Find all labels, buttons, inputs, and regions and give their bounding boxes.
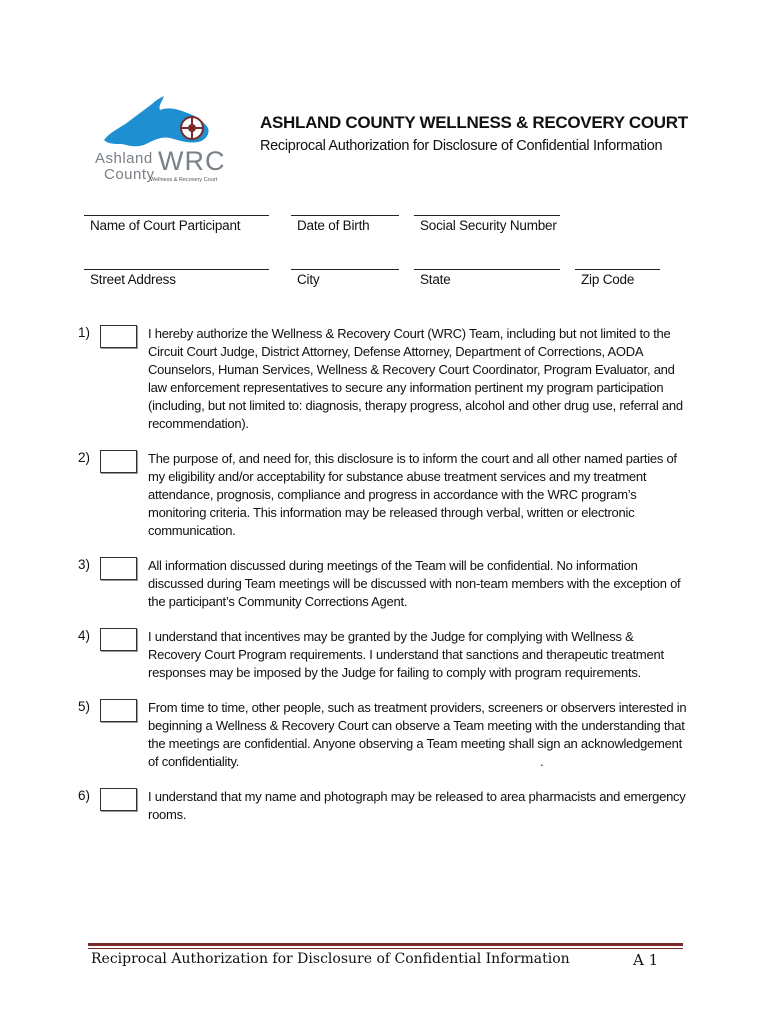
logo-wrc-text: WRC — [158, 146, 226, 176]
city-label: City — [297, 272, 320, 287]
item-trailing-mark: . — [540, 754, 544, 769]
item-text: The purpose of, and need for, this disclosure is to inform the court and all other named parties of my eligibility and/or acceptability for substance abuse treatment services and my treatment attendance, prognosis, compliance and progress in accordance with the WRC program’s monitoring criteria. This information may be released through verbal, written or electronic communication. — [148, 451, 677, 538]
footer-rule-thick — [88, 943, 683, 946]
zip-code-label: Zip Code — [581, 272, 635, 287]
page-subtitle: Reciprocal Authorization for Disclosure of Confidential Information — [260, 138, 663, 154]
initial-box-2[interactable] — [100, 450, 137, 473]
street-address-field[interactable] — [84, 269, 269, 287]
initial-box-4[interactable] — [100, 628, 137, 651]
street-address-label: Street Address — [90, 272, 176, 287]
item-text: I hereby authorize the Wellness & Recovery Court (WRC) Team, including but not limited to the Circuit Court Judge, District Attorney, Defense Attorney, Department of Corrections, AODA Counselors, Human Services, Wellness & Recovery Court Coordinator, Program Evaluator, and law enforcement representatives to secure any information pertinent my program participation (including, but not limited to: diagnosis, therapy progress, alcohol and other drug use, referral and recommendation). — [148, 326, 683, 431]
city-field[interactable] — [291, 269, 399, 287]
item-text: I understand that my name and photograph may be released to area pharmacists and emergency rooms. — [148, 789, 686, 822]
logo-county-text: County — [104, 166, 155, 183]
participant-name-field[interactable] — [84, 215, 269, 233]
ssn-label: Social Security Number — [420, 218, 557, 233]
page-title: ASHLAND COUNTY WELLNESS & RECOVERY COURT — [260, 113, 688, 132]
zip-code-field[interactable] — [575, 269, 660, 287]
date-of-birth-label: Date of Birth — [297, 218, 370, 233]
initial-box-1[interactable] — [100, 325, 137, 348]
item-text: I understand that incentives may be granted by the Judge for complying with Wellness & Recovery Court Program requirements. I understand that sanctions and therapeutic treatment responses may be imposed by the Judge for failing to comply with program requirements. — [148, 629, 664, 680]
footer-title: Reciprocal Authorization for Disclosure of Confidential Information — [91, 951, 570, 967]
date-of-birth-field[interactable] — [291, 215, 399, 233]
initial-box-3[interactable] — [100, 557, 137, 580]
item-number: 5) — [78, 699, 91, 714]
ssn-field[interactable] — [414, 215, 560, 233]
item-number: 2) — [78, 450, 91, 465]
item-text — [148, 699, 688, 771]
state-field[interactable] — [414, 269, 560, 287]
item-text-body: From time to time, other people, such as treatment providers, screeners or observers interested in beginning a Wellness & Recovery Court can observe a Team meeting with the understanding that the meetings are confidential. Anyone observing a Team meeting shall sign an acknowledgement of confidentiality. — [148, 700, 687, 769]
page-number: A 1 — [633, 951, 659, 969]
footer-rule-thin — [88, 948, 683, 949]
item-number: 3) — [78, 557, 91, 572]
state-label: State — [420, 272, 451, 287]
item-number: 4) — [78, 628, 91, 643]
initial-box-6[interactable] — [100, 788, 137, 811]
item-text: All information discussed during meetings of the Team will be confidential. No information discussed during Team meetings will be discussed with non-team members with the exception of the participant’s Community Corrections Agent. — [148, 558, 681, 609]
participant-name-label: Name of Court Participant — [90, 218, 241, 233]
initial-box-5[interactable] — [100, 699, 137, 722]
ashland-wrc-logo — [92, 92, 242, 192]
item-number: 6) — [78, 788, 91, 803]
logo-tagline: Wellness & Recovery Court — [150, 177, 218, 183]
item-number: 1) — [78, 325, 91, 340]
logo-ashland-text: Ashland — [95, 150, 153, 167]
